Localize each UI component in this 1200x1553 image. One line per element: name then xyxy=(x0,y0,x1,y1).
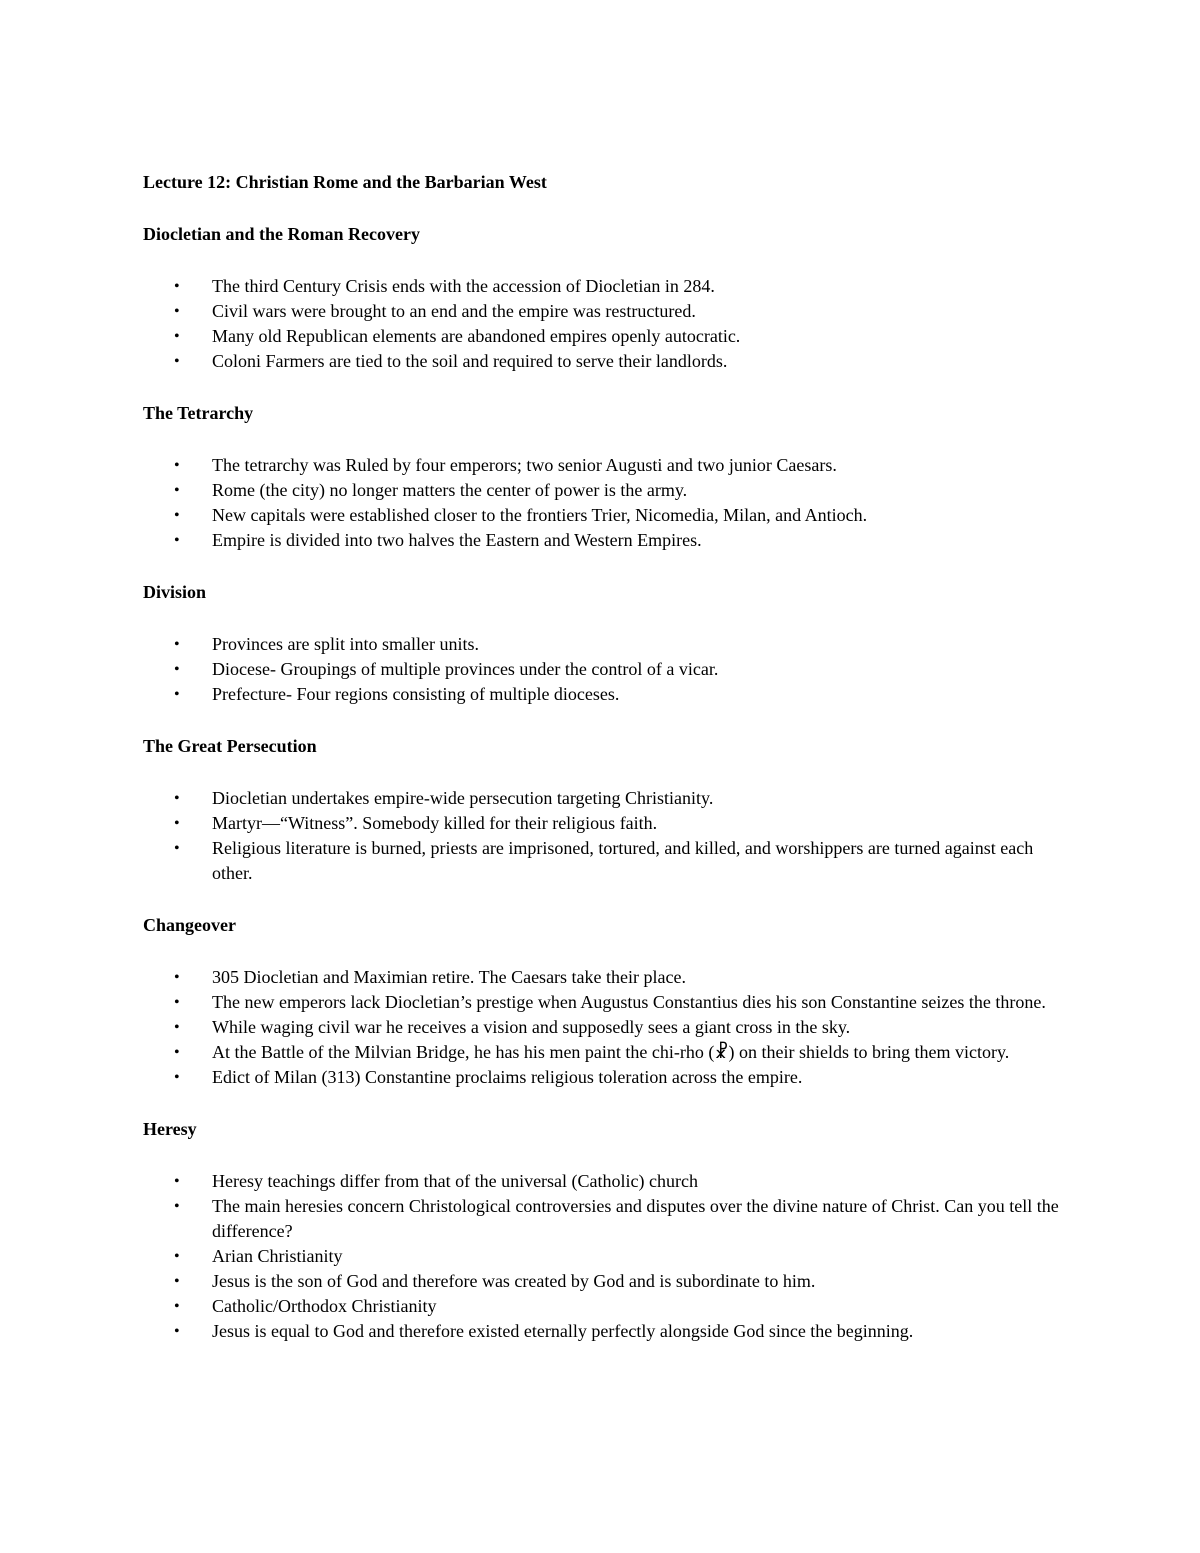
bullet-icon: • xyxy=(174,278,180,295)
bullet-item xyxy=(143,274,1063,299)
bullet-icon: • xyxy=(174,969,180,986)
bullet-icon: • xyxy=(174,353,180,370)
bullet-icon: • xyxy=(174,482,180,499)
bullet-text: While waging civil war he receives a vision and supposedly sees a giant cross in the sky. xyxy=(212,1017,851,1037)
bullet-icon: • xyxy=(174,1323,180,1340)
bullet-item xyxy=(143,324,1063,349)
bullet-item xyxy=(143,1244,1063,1269)
bullet-icon: • xyxy=(174,994,180,1011)
section-heading: The Great Persecution xyxy=(143,736,317,756)
bullet-icon: • xyxy=(174,1019,180,1036)
bullet-text: 305 Diocletian and Maximian retire. The Caesars take their place. xyxy=(212,967,686,987)
bullet-item xyxy=(143,632,1063,657)
bullet-item xyxy=(143,503,1063,528)
bullet-text: Rome (the city) no longer matters the center of power is the army. xyxy=(212,480,688,500)
section xyxy=(143,222,1063,374)
bullet-text: Martyr—“Witness”. Somebody killed for their religious faith. xyxy=(212,813,658,833)
section-heading: Diocletian and the Roman Recovery xyxy=(143,224,420,244)
bullet-icon: • xyxy=(174,636,180,653)
bullet-item xyxy=(143,349,1063,374)
bullet-text: Many old Republican elements are abandoned empires openly autocratic. xyxy=(212,326,741,346)
section xyxy=(143,580,1063,707)
bullet-list xyxy=(143,965,1063,1090)
bullet-item xyxy=(143,657,1063,682)
bullet-text: Civil wars were brought to an end and the empire was restructured. xyxy=(212,301,696,321)
bullet-item xyxy=(143,836,1063,886)
bullet-text: At the Battle of the Milvian Bridge, he has his men paint the chi-rho (☧) on their shields to bring them victory. xyxy=(212,1042,1010,1062)
section-heading: Changeover xyxy=(143,915,236,935)
bullet-text: Coloni Farmers are tied to the soil and required to serve their landlords. xyxy=(212,351,728,371)
bullet-icon: • xyxy=(174,1248,180,1265)
bullet-icon: • xyxy=(174,532,180,549)
bullet-item xyxy=(143,528,1063,553)
bullet-item xyxy=(143,811,1063,836)
bullet-text: Edict of Milan (313) Constantine proclaims religious toleration across the empire. xyxy=(212,1067,803,1087)
bullet-text: The new emperors lack Diocletian’s prestige when Augustus Constantius dies his son Constantine seizes the throne. xyxy=(212,992,1046,1012)
section xyxy=(143,1117,1063,1344)
document-sections xyxy=(143,222,1063,1344)
bullet-list xyxy=(143,274,1063,374)
bullet-item xyxy=(143,1169,1063,1194)
section xyxy=(143,734,1063,886)
bullet-icon: • xyxy=(174,457,180,474)
bullet-text: New capitals were established closer to the frontiers Trier, Nicomedia, Milan, and Antioch. xyxy=(212,505,868,525)
bullet-text: Prefecture- Four regions consisting of multiple dioceses. xyxy=(212,684,620,704)
bullet-text: The third Century Crisis ends with the accession of Diocletian in 284. xyxy=(212,276,715,296)
bullet-icon: • xyxy=(174,661,180,678)
bullet-icon: • xyxy=(174,790,180,807)
bullet-icon: • xyxy=(174,507,180,524)
bullet-list xyxy=(143,786,1063,886)
bullet-text: Empire is divided into two halves the Eastern and Western Empires. xyxy=(212,530,702,550)
bullet-item xyxy=(143,1319,1063,1344)
section xyxy=(143,401,1063,553)
bullet-icon: • xyxy=(174,686,180,703)
bullet-icon: • xyxy=(174,840,180,857)
bullet-icon: • xyxy=(174,303,180,320)
bullet-icon: • xyxy=(174,1069,180,1086)
section-heading: Heresy xyxy=(143,1119,197,1139)
document-page xyxy=(143,170,1063,1371)
bullet-icon: • xyxy=(174,1273,180,1290)
section-heading: Division xyxy=(143,582,207,602)
section xyxy=(143,913,1063,1090)
bullet-text: Diocese- Groupings of multiple provinces under the control of a vicar. xyxy=(212,659,719,679)
bullet-text: Arian Christianity xyxy=(212,1246,343,1266)
bullet-item xyxy=(143,786,1063,811)
bullet-text: Diocletian undertakes empire-wide persecution targeting Christianity. xyxy=(212,788,714,808)
section-heading: The Tetrarchy xyxy=(143,403,254,423)
bullet-item xyxy=(143,1194,1063,1244)
bullet-text: Jesus is equal to God and therefore existed eternally perfectly alongside God since the beginning. xyxy=(212,1321,914,1341)
bullet-item xyxy=(143,990,1063,1015)
bullet-icon: • xyxy=(174,1298,180,1315)
bullet-list xyxy=(143,1169,1063,1344)
bullet-item xyxy=(143,1040,1063,1065)
bullet-text: Religious literature is burned, priests are imprisoned, tortured, and killed, and worshippers are turned against each other. xyxy=(212,838,1034,883)
bullet-list xyxy=(143,453,1063,553)
bullet-text: Heresy teachings differ from that of the universal (Catholic) church xyxy=(212,1171,698,1191)
bullet-item xyxy=(143,478,1063,503)
bullet-item xyxy=(143,965,1063,990)
bullet-item xyxy=(143,1294,1063,1319)
bullet-icon: • xyxy=(174,1173,180,1190)
bullet-icon: • xyxy=(174,1044,180,1061)
bullet-item xyxy=(143,1065,1063,1090)
bullet-item xyxy=(143,453,1063,478)
bullet-text: The main heresies concern Christological controversies and disputes over the divine nature of Christ. Can you tell the difference? xyxy=(212,1196,1059,1241)
bullet-item xyxy=(143,682,1063,707)
bullet-text: Provinces are split into smaller units. xyxy=(212,634,479,654)
bullet-list xyxy=(143,632,1063,707)
bullet-icon: • xyxy=(174,1198,180,1215)
bullet-text: Jesus is the son of God and therefore was created by God and is subordinate to him. xyxy=(212,1271,816,1291)
bullet-icon: • xyxy=(174,328,180,345)
bullet-item xyxy=(143,1269,1063,1294)
bullet-text: Catholic/Orthodox Christianity xyxy=(212,1296,437,1316)
bullet-item xyxy=(143,1015,1063,1040)
bullet-text: The tetrarchy was Ruled by four emperors; two senior Augusti and two junior Caesars. xyxy=(212,455,837,475)
document-title: Lecture 12: Christian Rome and the Barbarian West xyxy=(143,172,547,192)
bullet-item xyxy=(143,299,1063,324)
bullet-icon: • xyxy=(174,815,180,832)
